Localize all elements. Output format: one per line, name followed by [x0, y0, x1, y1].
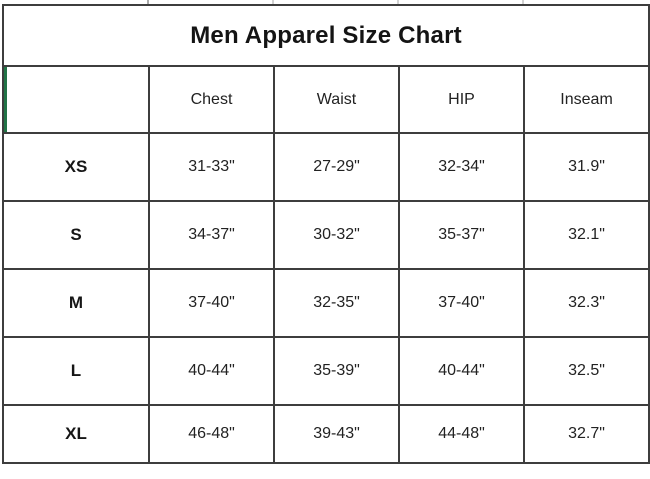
size-label-xs: XS [3, 133, 149, 201]
xl-waist-value: 39-43" [274, 405, 399, 463]
l-chest-value: 40-44" [149, 337, 274, 405]
size-label-m: M [3, 269, 149, 337]
header-row [3, 66, 649, 133]
table-row-s [3, 201, 649, 269]
table-row-xl [3, 405, 649, 463]
header-cell-corner [3, 66, 149, 133]
header-cell-hip: HIP [399, 66, 524, 133]
size-label-s: S [3, 201, 149, 269]
xs-waist-value: 27-29" [274, 133, 399, 201]
m-waist-value: 32-35" [274, 269, 399, 337]
xl-inseam-value: 32.7" [524, 405, 649, 463]
xl-hip-value: 44-48" [399, 405, 524, 463]
xl-chest-value: 46-48" [149, 405, 274, 463]
green-accent-bar [4, 67, 7, 132]
s-waist-value: 30-32" [274, 201, 399, 269]
m-inseam-value: 32.3" [524, 269, 649, 337]
m-hip-value: 37-40" [399, 269, 524, 337]
header-cell-inseam: Inseam [524, 66, 649, 133]
xs-inseam-value: 31.9" [524, 133, 649, 201]
s-inseam-value: 32.1" [524, 201, 649, 269]
header-cell-waist: Waist [274, 66, 399, 133]
size-label-l: L [3, 337, 149, 405]
size-label-xl: XL [3, 405, 149, 463]
table-row-l [3, 337, 649, 405]
header-cell-chest: Chest [149, 66, 274, 133]
l-hip-value: 40-44" [399, 337, 524, 405]
l-inseam-value: 32.5" [524, 337, 649, 405]
s-hip-value: 35-37" [399, 201, 524, 269]
page-title: Men Apparel Size Chart [3, 5, 649, 66]
m-chest-value: 37-40" [149, 269, 274, 337]
table-row-m [3, 269, 649, 337]
title-row [3, 5, 649, 66]
table-row-xs [3, 133, 649, 201]
l-waist-value: 35-39" [274, 337, 399, 405]
xs-chest-value: 31-33" [149, 133, 274, 201]
size-chart-table [2, 4, 650, 464]
s-chest-value: 34-37" [149, 201, 274, 269]
xs-hip-value: 32-34" [399, 133, 524, 201]
